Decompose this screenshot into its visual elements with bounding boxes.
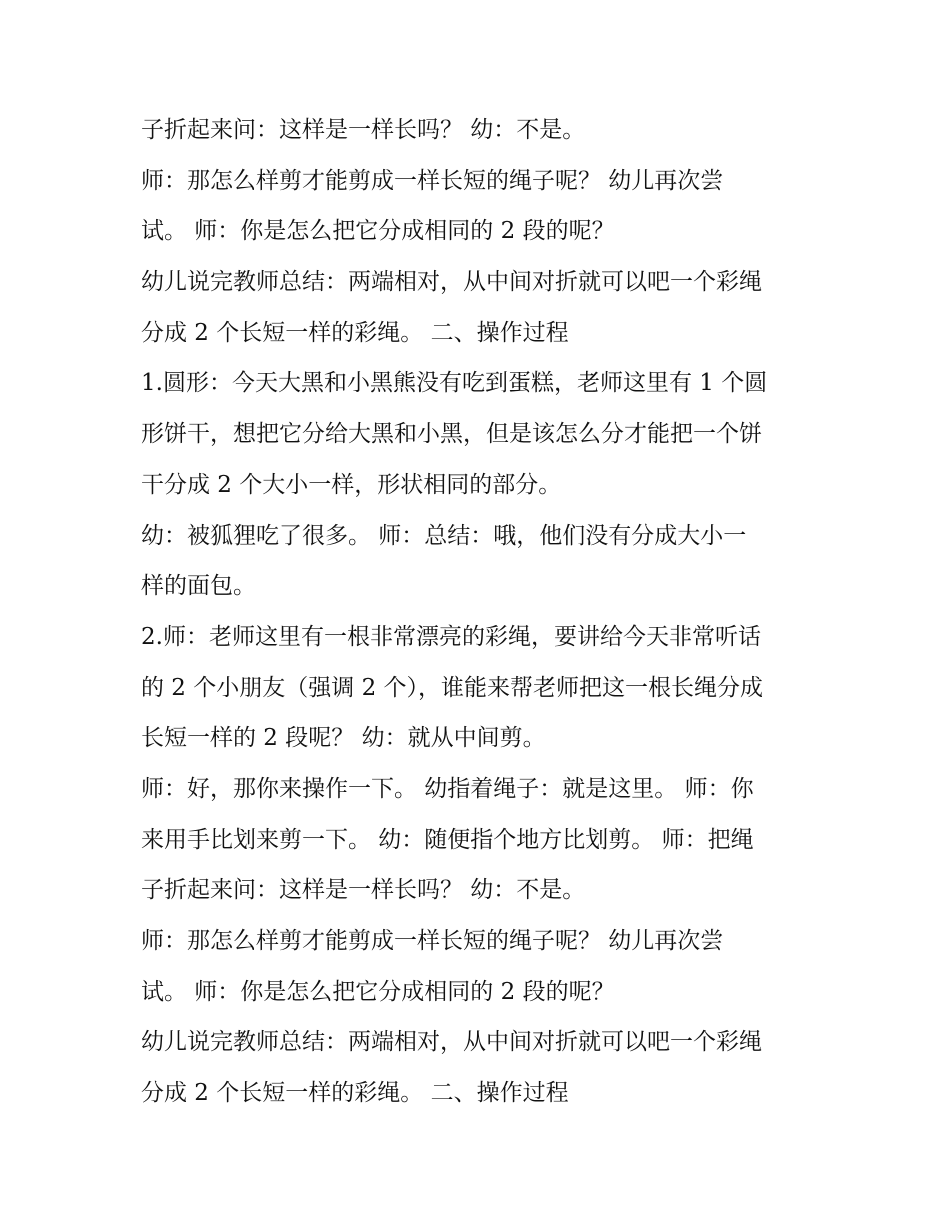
text-line-2: 师：那怎么样剪才能剪成一样长短的绳子呢？ 幼儿再次尝 (141, 167, 724, 194)
text-line-4: 幼儿说完教师总结：两端相对，从中间对折就可以吧一个彩绳 (141, 269, 762, 296)
text-line-20: 分成 2 个长短一样的彩绳。 二、操作过程 (141, 1080, 569, 1107)
text-line-15: 来用手比划来剪一下。 幼：随便指个地方比划剪。 师：把绳 (141, 826, 754, 853)
text-line-19: 幼儿说完教师总结：两端相对，从中间对折就可以吧一个彩绳 (141, 1029, 762, 1056)
text-line-3: 试。 师：你是怎么把它分成相同的 2 段的呢？ (141, 218, 615, 245)
text-line-13: 长短一样的 2 段呢？ 幼：就从中间剪。 (141, 725, 546, 752)
text-line-6: 1.圆形：今天大黑和小黑熊没有吃到蛋糕，老师这里有 1 个圆 (141, 370, 768, 397)
text-line-8: 干分成 2 个大小一样，形状相同的部分。 (141, 471, 562, 498)
text-line-16: 子折起来问：这样是一样长吗？ 幼：不是。 (141, 877, 586, 904)
text-line-10: 样的面包。 (141, 573, 256, 600)
text-line-1: 子折起来问：这样是一样长吗？ 幼：不是。 (141, 117, 586, 143)
body-text (141, 105, 831, 1119)
text-line-14: 师：好，那你来操作一下。 幼指着绳子：就是这里。 师：你 (141, 775, 754, 802)
text-line-12: 的 2 个小朋友（强调 2 个），谁能来帮老师把这一根长绳分成 (141, 674, 764, 701)
text-line-5: 分成 2 个长短一样的彩绳。 二、操作过程 (141, 319, 569, 346)
text-line-11: 2.师：老师这里有一根非常漂亮的彩绳，要讲给今天非常听话 (141, 623, 761, 650)
text-line-18: 试。 师：你是怎么把它分成相同的 2 段的呢？ (141, 978, 615, 1005)
text-line-9: 幼：被狐狸吃了很多。 师：总结：哦，他们没有分成大小一 (141, 522, 747, 549)
text-line-17: 师：那怎么样剪才能剪成一样长短的绳子呢？ 幼儿再次尝 (141, 928, 724, 954)
text-line-7: 形饼干，想把它分给大黑和小黑，但是该怎么分才能把一个饼 (141, 421, 762, 448)
